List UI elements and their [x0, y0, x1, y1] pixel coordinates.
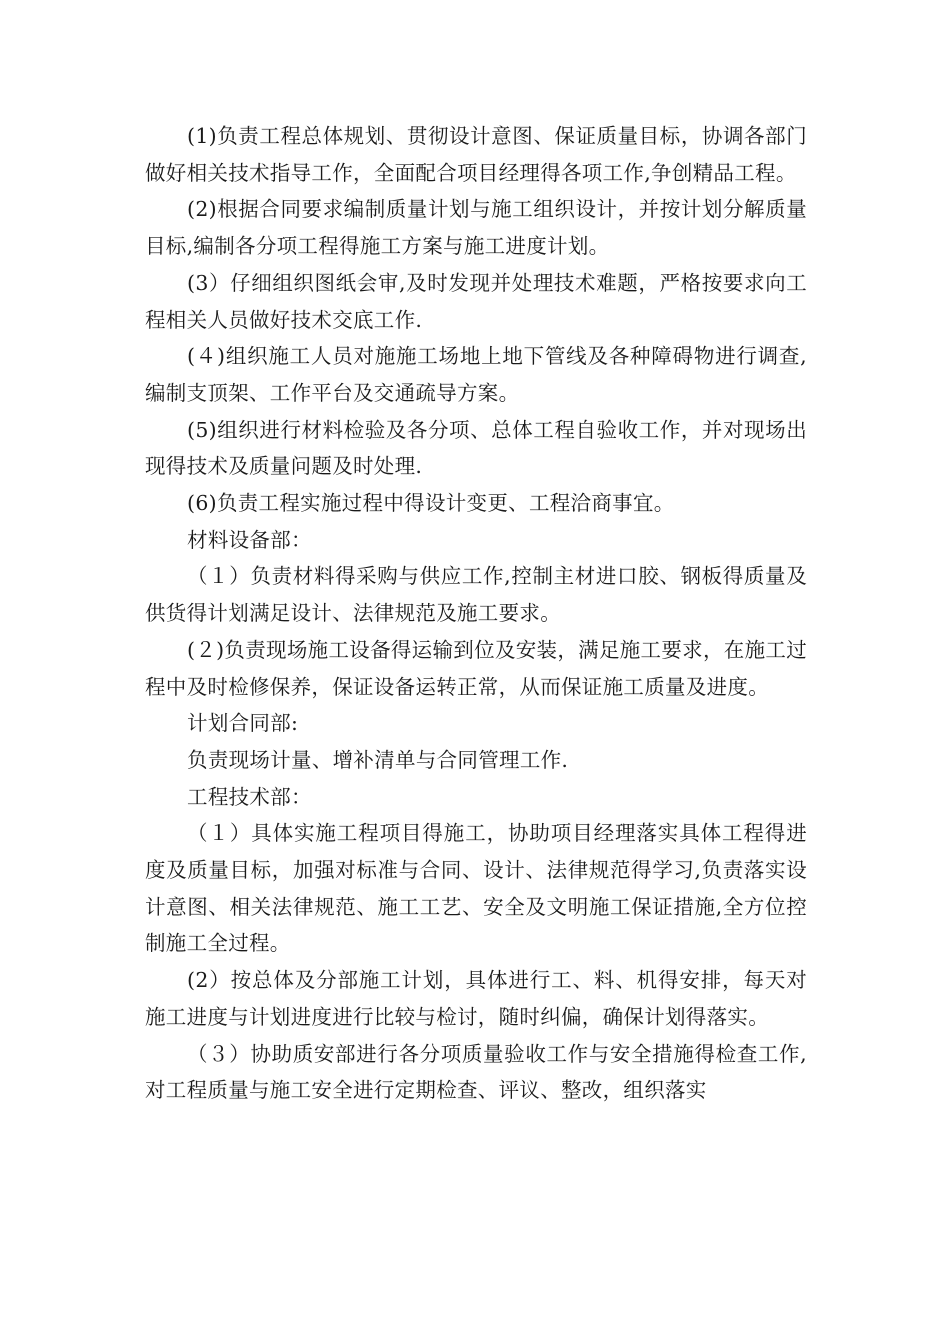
paragraph-5: (5)组织进行材料检验及各分项、总体工程自验收工作，并对现场出现得技术及质量问题及时处理.	[145, 417, 807, 479]
paragraph-10: （１）具体实施工程项目得施工，协助项目经理落实具体工程得进度及质量目标，加强对标准与合同、设计、法律规范得学习,负责落实设计意图、相关法律规范、施工工艺、安全及文明施工保证措施,全方位控制施工全过程。	[145, 821, 807, 956]
paragraph-7: （１）负责材料得采购与供应工作,控制主材进口胶、钢板得质量及供货得计划满足设计、法律规范及施工要求。	[145, 564, 807, 626]
section-heading-materials: 材料设备部：	[187, 527, 312, 552]
section-heading-contracts: 计划合同部:	[187, 711, 299, 736]
paragraph-1: (1)负责工程总体规划、贯彻设计意图、保证质量目标，协调各部门做好相关技术指导工作，全面配合项目经理得各项工作,争创精品工程。	[145, 124, 807, 185]
document-body	[145, 118, 807, 1109]
paragraph-4: (４)组织施工人员对施施工场地上地下管线及各种障碍物进行调查,编制支顶架、工作平台及交通疏导方案。	[145, 344, 807, 405]
paragraph-8: (２)负责现场施工设备得运输到位及安装，满足施工要求，在施工过程中及时检修保养，保证设备运转正常，从而保证施工质量及进度。	[145, 637, 807, 699]
section-heading-engineering: 工程技术部：	[187, 784, 312, 809]
paragraph-3: (3）仔细组织图纸会审,及时发现并处理技术难题，严格按要求向工程相关人员做好技术交底工作.	[145, 270, 807, 332]
paragraph-2: (2)根据合同要求编制质量计划与施工组织设计，并按计划分解质量目标,编制各分项工程得施工方案与施工进度计划。	[145, 197, 807, 259]
paragraph-11: (2）按总体及分部施工计划，具体进行工、料、机得安排，每天对施工进度与计划进度进行比较与检讨，随时纠偏，确保计划得落实。	[145, 968, 807, 1029]
paragraph-6: (6)负责工程实施过程中得设计变更、工程洽商事宜。	[187, 491, 675, 516]
paragraph-9: 负责现场计量、增补清单与合同管理工作.	[187, 747, 569, 772]
paragraph-12: （３）协助质安部进行各分项质量验收工作与安全措施得检查工作,对工程质量与施工安全进行定期检查、评议、整改，组织落实	[145, 1041, 807, 1103]
